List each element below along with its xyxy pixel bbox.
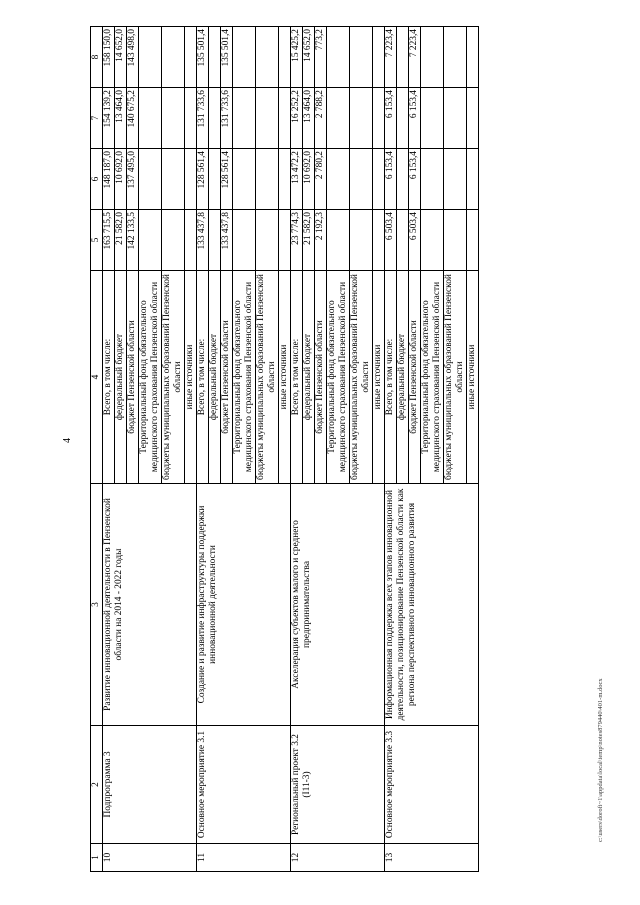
funding-source-cell: Территориальный фонд обязательного медицинского страхования Пензенской области — [233, 271, 256, 484]
amount-cell: 6 153,4 — [385, 88, 397, 149]
amount-cell — [444, 88, 467, 149]
amount-cell: 2 192,3 — [315, 210, 327, 271]
amount-cell — [256, 149, 279, 210]
amount-cell: 6 153,4 — [409, 149, 421, 210]
funding-source-cell: федеральный бюджет — [303, 271, 315, 484]
row-number-cell: 13 — [385, 844, 479, 872]
amount-cell: 6 153,4 — [409, 88, 421, 149]
program-name-cell: Акселерация субъектов малого и среднего предпринимательства — [291, 484, 385, 726]
amount-cell — [444, 210, 467, 271]
amount-cell: 6 503,4 — [409, 210, 421, 271]
amount-cell — [444, 27, 467, 88]
row-number-cell: 12 — [291, 844, 385, 872]
row-number-cell: 11 — [197, 844, 291, 872]
amount-cell: 128 561,4 — [221, 149, 233, 210]
amount-cell — [256, 88, 279, 149]
page-number: 4 — [62, 438, 73, 443]
funding-source-cell: Всего, в том числе: — [103, 271, 115, 484]
program-type-cell: Основное мероприятие 3.1 — [197, 726, 291, 844]
amount-cell — [327, 149, 350, 210]
amount-cell: 7 223,4 — [385, 27, 397, 88]
funding-source-cell: Всего, в том числе: — [291, 271, 303, 484]
funding-source-cell: федеральный бюджет — [115, 271, 127, 484]
funding-source-cell: бюджеты муниципальных образований Пензенской области — [350, 271, 373, 484]
program-name-cell: Создание и развитие инфраструктуры поддержки инновационной деятельности — [197, 484, 291, 726]
amount-cell — [162, 88, 185, 149]
amount-cell — [279, 27, 291, 88]
amount-cell — [279, 149, 291, 210]
funding-source-cell: Территориальный фонд обязательного медицинского страхования Пензенской области — [421, 271, 444, 484]
amount-cell — [256, 210, 279, 271]
amount-cell: 7 223,4 — [409, 27, 421, 88]
amount-cell — [233, 149, 256, 210]
amount-cell: 128 561,4 — [197, 149, 209, 210]
amount-cell — [185, 27, 197, 88]
funding-source-cell: Территориальный фонд обязательного медицинского страхования Пензенской области — [327, 271, 350, 484]
amount-cell — [373, 27, 385, 88]
amount-cell — [421, 27, 444, 88]
amount-cell: 135 501,4 — [221, 27, 233, 88]
funding-source-cell: бюджеты муниципальных образований Пензенской области — [444, 271, 467, 484]
amount-cell — [397, 88, 409, 149]
amount-cell: 137 495,0 — [127, 149, 139, 210]
funding-source-cell: иные источники — [279, 271, 291, 484]
amount-cell: 13 472,2 — [291, 149, 303, 210]
amount-cell: 15 425,2 — [291, 27, 303, 88]
amount-cell — [467, 210, 479, 271]
header-cell: 1 — [91, 844, 103, 872]
funding-source-cell: иные источники — [185, 271, 197, 484]
file-path-footer: c:\users\dorofi~1\appdata\local\temp\notes879440\401-m.docx — [597, 678, 604, 842]
header-cell: 2 — [91, 726, 103, 844]
amount-cell: 23 774,3 — [291, 210, 303, 271]
amount-cell — [209, 88, 221, 149]
amount-cell: 2 788,2 — [315, 88, 327, 149]
funding-source-cell: бюджеты муниципальных образований Пензенской области — [162, 271, 185, 484]
table-row — [197, 27, 209, 872]
amount-cell — [421, 149, 444, 210]
amount-cell — [350, 210, 373, 271]
amount-cell: 773,2 — [315, 27, 327, 88]
amount-cell: 148 187,0 — [103, 149, 115, 210]
amount-cell: 163 715,5 — [103, 210, 115, 271]
table-body — [91, 27, 479, 872]
funding-source-cell: бюджет Пензенской области — [221, 271, 233, 484]
amount-cell — [373, 88, 385, 149]
amount-cell: 135 501,4 — [197, 27, 209, 88]
table-row — [103, 27, 115, 872]
header-cell: 5 — [91, 210, 103, 271]
amount-cell — [350, 149, 373, 210]
header-row — [91, 27, 103, 872]
amount-cell: 13 464,0 — [115, 88, 127, 149]
funding-source-cell: федеральный бюджет — [209, 271, 221, 484]
amount-cell — [139, 88, 162, 149]
amount-cell — [327, 27, 350, 88]
program-type-cell: Подпрограмма 3 — [103, 726, 197, 844]
amount-cell — [162, 210, 185, 271]
amount-cell — [350, 27, 373, 88]
budget-table-container — [90, 27, 590, 872]
amount-cell: 21 582,0 — [115, 210, 127, 271]
funding-source-cell: иные источники — [467, 271, 479, 484]
amount-cell — [162, 149, 185, 210]
amount-cell: 140 675,2 — [127, 88, 139, 149]
amount-cell: 158 150,0 — [103, 27, 115, 88]
amount-cell — [397, 27, 409, 88]
header-cell: 6 — [91, 149, 103, 210]
funding-source-cell: федеральный бюджет — [397, 271, 409, 484]
amount-cell: 6 503,4 — [385, 210, 397, 271]
amount-cell — [233, 88, 256, 149]
header-cell: 3 — [91, 484, 103, 726]
funding-source-cell: Всего, в том числе: — [385, 271, 397, 484]
program-name-cell: Информационная поддержка всех этапов инновационной деятельности, позиционирование Пензенской области как региона перспективного инновационного развития — [385, 484, 479, 726]
amount-cell — [139, 27, 162, 88]
amount-cell — [397, 149, 409, 210]
funding-source-cell: бюджеты муниципальных образований Пензенской области — [256, 271, 279, 484]
amount-cell — [162, 27, 185, 88]
header-cell: 7 — [91, 88, 103, 149]
row-number-cell: 10 — [103, 844, 197, 872]
amount-cell — [209, 149, 221, 210]
amount-cell — [139, 210, 162, 271]
amount-cell — [327, 210, 350, 271]
amount-cell — [397, 210, 409, 271]
program-name-cell: Развитие инновационной деятельности в Пензенской области на 2014 - 2022 годы — [103, 484, 197, 726]
program-type-cell: Основное мероприятие 3.3 — [385, 726, 479, 844]
funding-source-cell: Всего, в том числе: — [197, 271, 209, 484]
header-cell: 8 — [91, 27, 103, 88]
amount-cell — [185, 210, 197, 271]
table-row — [385, 27, 397, 872]
amount-cell: 13 464,0 — [303, 88, 315, 149]
amount-cell: 133 437,8 — [197, 210, 209, 271]
amount-cell — [209, 27, 221, 88]
amount-cell: 6 153,4 — [385, 149, 397, 210]
amount-cell — [467, 149, 479, 210]
amount-cell: 133 437,8 — [221, 210, 233, 271]
funding-source-cell: бюджет Пензенской области — [127, 271, 139, 484]
table-row — [291, 27, 303, 872]
amount-cell — [256, 27, 279, 88]
program-type-cell: Региональный проект 3.2 (I11-3) — [291, 726, 385, 844]
amount-cell — [350, 88, 373, 149]
amount-cell — [421, 88, 444, 149]
amount-cell — [233, 27, 256, 88]
amount-cell: 154 139,2 — [103, 88, 115, 149]
amount-cell — [373, 149, 385, 210]
amount-cell — [185, 88, 197, 149]
amount-cell — [327, 88, 350, 149]
amount-cell — [467, 88, 479, 149]
amount-cell — [279, 88, 291, 149]
amount-cell — [444, 149, 467, 210]
amount-cell: 16 252,2 — [291, 88, 303, 149]
amount-cell: 14 652,0 — [303, 27, 315, 88]
budget-table — [90, 26, 479, 872]
header-cell: 4 — [91, 271, 103, 484]
amount-cell — [209, 210, 221, 271]
funding-source-cell: Территориальный фонд обязательного медицинского страхования Пензенской области — [139, 271, 162, 484]
amount-cell: 2 780,2 — [315, 149, 327, 210]
amount-cell: 14 652,0 — [115, 27, 127, 88]
amount-cell — [467, 27, 479, 88]
amount-cell — [139, 149, 162, 210]
amount-cell — [233, 210, 256, 271]
amount-cell: 131 733,6 — [221, 88, 233, 149]
amount-cell: 10 692,0 — [115, 149, 127, 210]
funding-source-cell: бюджет Пензенской области — [315, 271, 327, 484]
amount-cell — [421, 210, 444, 271]
amount-cell — [373, 210, 385, 271]
amount-cell — [185, 149, 197, 210]
amount-cell: 10 692,0 — [303, 149, 315, 210]
funding-source-cell: иные источники — [373, 271, 385, 484]
funding-source-cell: бюджет Пензенской области — [409, 271, 421, 484]
amount-cell: 21 582,0 — [303, 210, 315, 271]
amount-cell — [279, 210, 291, 271]
amount-cell: 143 498,0 — [127, 27, 139, 88]
amount-cell: 142 133,5 — [127, 210, 139, 271]
amount-cell: 131 733,6 — [197, 88, 209, 149]
